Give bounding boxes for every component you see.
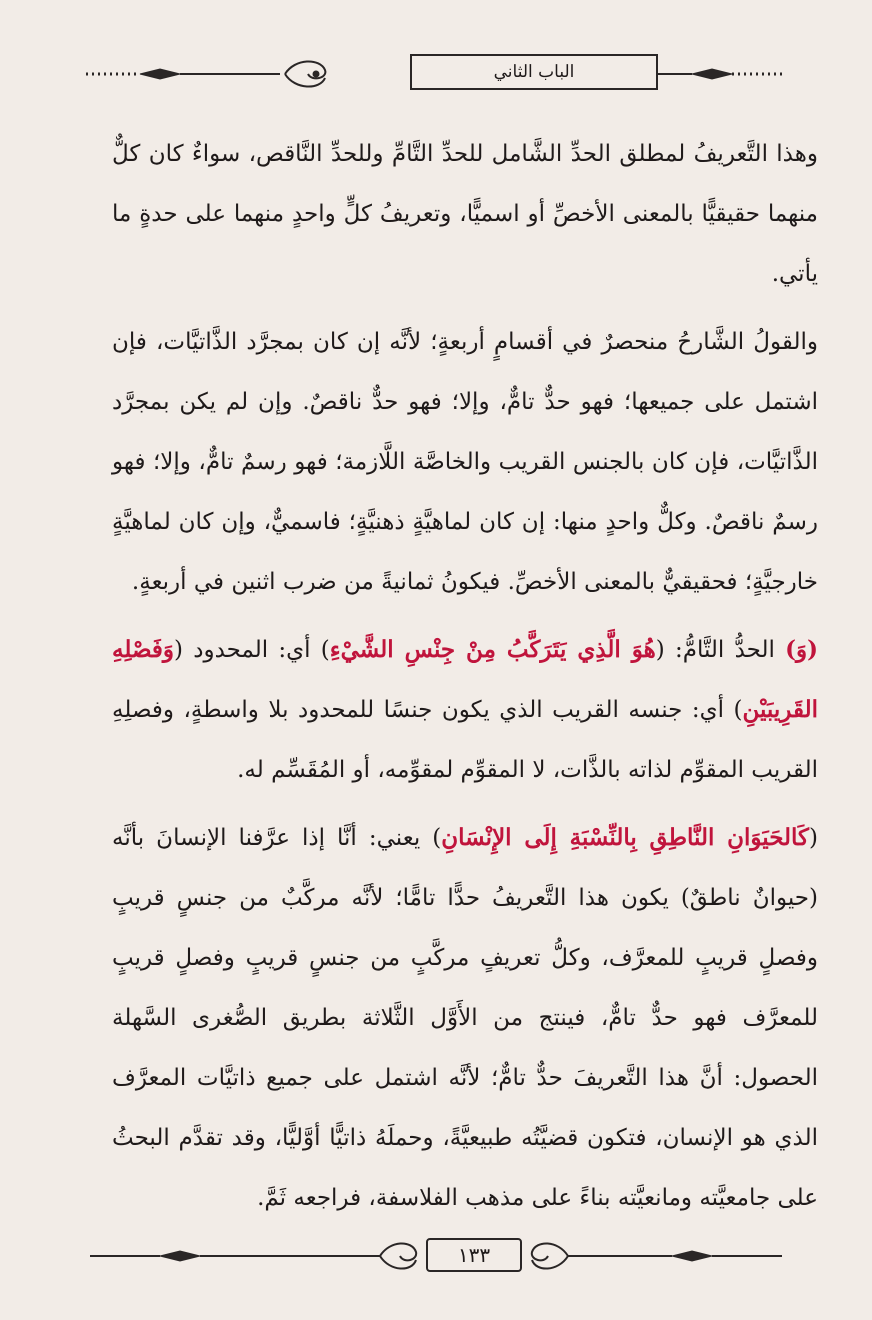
matn-text: (وَ) xyxy=(785,636,818,663)
sharh-text: الحدُّ التَّامُّ: ( xyxy=(655,637,786,663)
sharh-text: ( xyxy=(809,825,818,851)
matn-text: وَفَصْلِهِ القَرِيبَيْنِ xyxy=(112,636,818,723)
sharh-text: وهذا التَّعريفُ لمطلق الحدِّ الشَّامل للحدِّ التَّامِّ وللحدِّ النَّاقص، سواءٌ كان كلٌّ منهما حقيقيًّا بالمعنى الأخصِّ أو اسميًّا، وتعريفُ كلٍّ واحدٍ منهما على حدةٍ ما يأتي. xyxy=(112,141,818,287)
sharh-text: ) يعني: أنَّا إذا عرَّفنا الإنسانَ بأنَّه (حيوانٌ ناطقٌ) يكون هذا التَّعريفُ حدًّا تامًّا؛ لأنَّه مركَّبٌ من جنسٍ قريبٍ وفصلٍ قريبٍ للمعرَّف، وكلُّ تعريفٍ مركَّبٍ من جنسٍ قريبٍ وفصلٍ قريبٍ للمعرَّف فهو حدٌّ تامٌّ، فينتج من الأَوَّل الثَّلاثة بطريق الصُّغرى السَّهلة الحصول: أنَّ هذا التَّعريفَ حدٌّ تامٌّ؛ لأنَّه اشتمل على جميع ذاتيَّات المعرَّف الذي هو الإنسان، فتكون قضيَّتُه طبيعيَّةً، وحملَهُ ذاتيًّا أوَّليًّا، وقد تقدَّم البحثُ على جامعيَّته ومانعيَّته بناءً على مذهب الفلاسفة، فراجعه ثَمَّ. xyxy=(112,825,818,1211)
paragraph xyxy=(112,808,818,1228)
page-number: ١٣٣ xyxy=(426,1238,522,1272)
page-footer xyxy=(80,1232,792,1282)
page-body xyxy=(112,124,818,1236)
page-header xyxy=(80,48,792,100)
sharh-text: ) أي: جنسه القريب الذي يكون جنسًا للمحدود بلا واسطةٍ، وفصلِهِ القريب المقوِّم لذاته بالذَّات، لا المقوِّم لمقوِّمه، أو المُقَسِّم له. xyxy=(112,697,818,783)
chapter-title: الباب الثاني xyxy=(410,54,658,90)
paragraph xyxy=(112,620,818,800)
paragraph xyxy=(112,124,818,304)
sharh-text: والقولُ الشَّارحُ منحصرٌ في أقسامٍ أربعةٍ؛ لأنَّه إن كان بمجرَّد الذَّاتيَّات، فإن اشتمل على جميعها؛ فهو حدٌّ تامٌّ، وإلا؛ فهو حدٌّ ناقصٌ. وإن لم يكن بمجرَّد الذَّاتيَّات، فإن كان بالجنس القريب والخاصَّة اللَّازمة؛ فهو رسمٌ تامٌّ، وإلا؛ فهو رسمٌ ناقصٌ. وكلٌّ واحدٍ منها: إن كان لماهيَّةٍ ذهنيَّةٍ؛ فاسميٌّ، وإن كان لماهيَّةٍ خارجيَّةٍ؛ فحقيقيٌّ بالمعنى الأخصِّ. فيكونُ ثمانيةً من ضرب اثنين في أربعةٍ. xyxy=(112,329,818,595)
sharh-text: ) أي: المحدود ( xyxy=(174,637,330,663)
matn-text: كَالحَيَوَانِ النَّاطِقِ بِالنِّسْبَةِ إِلَى الإِنْسَانِ xyxy=(441,824,810,851)
matn-text: هُوَ الَّذِي يَتَرَكَّبُ مِنْ جِنْسِ الشَّيْءِ xyxy=(329,636,656,663)
paragraph xyxy=(112,312,818,612)
